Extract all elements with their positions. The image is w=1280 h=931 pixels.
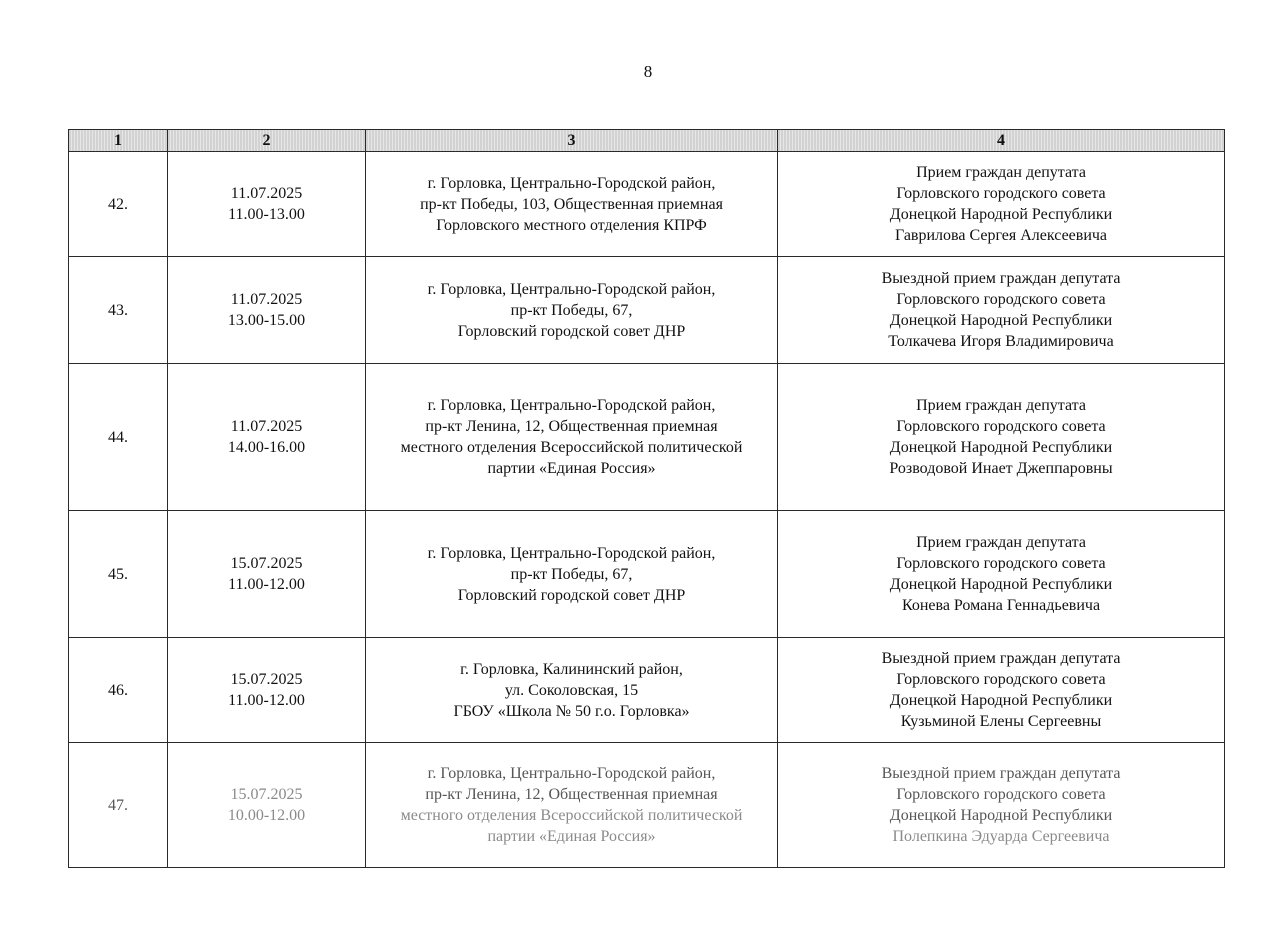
column-header-event: 4 bbox=[778, 130, 1225, 152]
address-line: Горловского местного отделения КПРФ bbox=[436, 216, 707, 234]
row-date: 15.07.2025 bbox=[230, 671, 303, 688]
address-line: партии «Единая Россия» bbox=[487, 828, 656, 845]
address-line: Горловский городской совет ДНР bbox=[457, 586, 686, 604]
row-date: 15.07.2025 bbox=[230, 786, 303, 803]
row-address bbox=[366, 364, 778, 511]
column-header-number: 1 bbox=[69, 130, 168, 152]
row-address bbox=[366, 511, 778, 638]
table-row bbox=[69, 743, 1225, 868]
row-date-time bbox=[168, 364, 366, 511]
row-time: 11.00-13.00 bbox=[228, 206, 305, 223]
address-line: г. Горловка, Калининский район, bbox=[460, 660, 683, 678]
address-line: местного отделения Всероссийской политической bbox=[400, 807, 743, 824]
row-event bbox=[778, 511, 1225, 638]
event-line: Донецкой Народной Республики bbox=[889, 439, 1113, 456]
page-number: 8 bbox=[643, 62, 653, 81]
table-row bbox=[69, 638, 1225, 743]
column-header-address: 3 bbox=[366, 130, 778, 152]
address-line: г. Горловка, Центрально-Городской район, bbox=[427, 765, 716, 782]
event-line: Горловского городского совета bbox=[896, 185, 1106, 202]
event-line: Донецкой Народной Республики bbox=[889, 576, 1113, 593]
address-line: партии «Единая Россия» bbox=[487, 460, 656, 477]
event-line: Кузьминой Елены Сергеевны bbox=[900, 713, 1102, 730]
address-line: пр-кт Победы, 103, Общественная приемная bbox=[420, 195, 723, 213]
column-header-date: 2 bbox=[168, 130, 366, 152]
address-line: г. Горловка, Центрально-Городской район, bbox=[427, 280, 716, 298]
row-number: 45. bbox=[69, 511, 168, 638]
event-line: Выездной прием граждан депутата bbox=[881, 765, 1121, 782]
row-date-time bbox=[168, 638, 366, 743]
row-address bbox=[366, 743, 778, 868]
row-number: 46. bbox=[69, 638, 168, 743]
event-line: Конева Романа Геннадьевича bbox=[901, 597, 1101, 614]
event-line: Донецкой Народной Республики bbox=[889, 807, 1113, 824]
row-number: 44. bbox=[69, 364, 168, 511]
address-line: пр-кт Ленина, 12, Общественная приемная bbox=[425, 786, 718, 803]
row-time: 11.00-12.00 bbox=[228, 576, 305, 593]
row-number: 43. bbox=[69, 257, 168, 364]
event-line: Горловского городского совета bbox=[896, 786, 1106, 803]
row-number: 47. bbox=[69, 743, 168, 868]
event-line: Горловского городского совета bbox=[896, 418, 1106, 435]
table-row bbox=[69, 511, 1225, 638]
table-row bbox=[69, 364, 1225, 511]
event-line: Полепкина Эдуарда Сергеевича bbox=[892, 828, 1110, 845]
row-address bbox=[366, 257, 778, 364]
row-time: 11.00-12.00 bbox=[228, 692, 305, 709]
address-line: г. Горловка, Центрально-Городской район, bbox=[427, 397, 716, 414]
event-line: Горловского городского совета bbox=[896, 555, 1106, 572]
row-time: 10.00-12.00 bbox=[227, 807, 306, 824]
row-date: 11.07.2025 bbox=[230, 291, 303, 308]
row-time: 14.00-16.00 bbox=[227, 439, 306, 456]
row-event bbox=[778, 364, 1225, 511]
event-line: Прием граждан депутата bbox=[916, 534, 1086, 551]
event-line: Гаврилова Сергея Алексеевича bbox=[894, 227, 1108, 244]
row-address bbox=[366, 152, 778, 257]
row-event bbox=[778, 152, 1225, 257]
address-line: пр-кт Ленина, 12, Общественная приемная bbox=[425, 418, 718, 435]
event-line: Прием граждан депутата bbox=[916, 397, 1086, 414]
row-time: 13.00-15.00 bbox=[227, 312, 306, 329]
address-line: местного отделения Всероссийской политической bbox=[400, 439, 743, 456]
address-line: г. Горловка, Центрально-Городской район, bbox=[427, 544, 716, 562]
address-line: ГБОУ «Школа № 50 г.о. Горловка» bbox=[453, 702, 690, 720]
reception-schedule-table bbox=[68, 129, 1225, 868]
table-row bbox=[69, 257, 1225, 364]
event-line: Донецкой Народной Республики bbox=[889, 312, 1113, 329]
address-line: Горловский городской совет ДНР bbox=[457, 322, 686, 340]
event-line: Прием граждан депутата bbox=[916, 164, 1086, 181]
event-line: Толкачева Игоря Владимировича bbox=[888, 333, 1114, 350]
address-line: пр-кт Победы, 67, bbox=[510, 565, 633, 583]
row-event bbox=[778, 638, 1225, 743]
event-line: Горловского городского совета bbox=[896, 671, 1106, 688]
row-event bbox=[778, 743, 1225, 868]
row-number: 42. bbox=[69, 152, 168, 257]
event-line: Выездной прием граждан депутата bbox=[881, 270, 1121, 287]
row-date: 11.07.2025 bbox=[230, 418, 303, 435]
row-date-time bbox=[168, 511, 366, 638]
event-line: Розводовой Инает Джеппаровны bbox=[889, 460, 1113, 477]
row-date-time bbox=[168, 152, 366, 257]
table-header-row bbox=[69, 130, 1225, 152]
event-line: Донецкой Народной Республики bbox=[889, 692, 1113, 709]
row-address bbox=[366, 638, 778, 743]
row-date-time bbox=[168, 743, 366, 868]
address-line: пр-кт Победы, 67, bbox=[510, 301, 633, 319]
address-line: ул. Соколовская, 15 bbox=[504, 681, 639, 699]
row-event bbox=[778, 257, 1225, 364]
row-date-time bbox=[168, 257, 366, 364]
event-line: Горловского городского совета bbox=[896, 291, 1106, 308]
row-date: 11.07.2025 bbox=[230, 185, 303, 202]
address-line: г. Горловка, Центрально-Городской район, bbox=[427, 174, 716, 192]
table-row bbox=[69, 152, 1225, 257]
event-line: Выездной прием граждан депутата bbox=[881, 650, 1121, 667]
row-date: 15.07.2025 bbox=[230, 555, 303, 572]
event-line: Донецкой Народной Республики bbox=[889, 206, 1113, 223]
